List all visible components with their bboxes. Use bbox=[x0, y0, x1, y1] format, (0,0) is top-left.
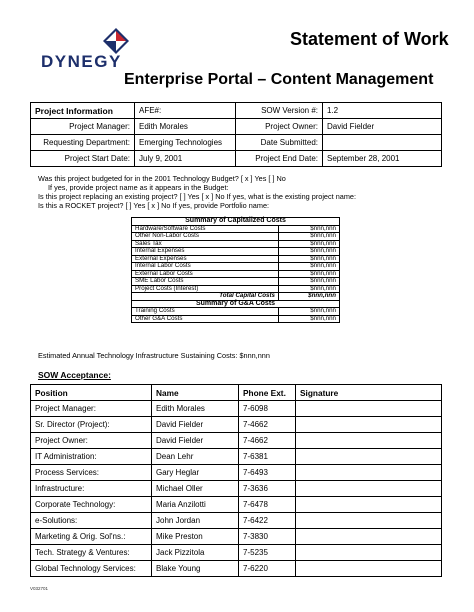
afe-cell bbox=[135, 103, 236, 119]
cost-label: SME Labor Costs bbox=[132, 278, 279, 286]
date-submitted-label: Date Submitted: bbox=[236, 135, 323, 151]
table-row bbox=[31, 561, 442, 577]
table-row bbox=[31, 497, 442, 513]
cost-label: Training Costs bbox=[132, 308, 279, 316]
sow-version-label: SOW Version #: bbox=[236, 103, 323, 119]
phone-cell: 7-3636 bbox=[239, 481, 296, 497]
sow-acceptance-heading: SOW Acceptance: bbox=[38, 370, 111, 380]
position-cell: Marketing & Orig. Sol'ns.: bbox=[31, 529, 152, 545]
signature-cell[interactable] bbox=[296, 465, 442, 481]
cost-value: $nnn,nnn bbox=[279, 293, 340, 301]
position-cell: Infrastructure: bbox=[31, 481, 152, 497]
project-owner-label: Project Owner: bbox=[236, 119, 323, 135]
phone-cell: 7-6098 bbox=[239, 401, 296, 417]
sow-header-row bbox=[31, 385, 442, 401]
logo-wordmark: DYNEGY bbox=[41, 52, 122, 71]
signature-cell[interactable] bbox=[296, 401, 442, 417]
name-cell: David Fielder bbox=[152, 433, 239, 449]
cost-label: Internal Labor Costs bbox=[132, 263, 279, 271]
name-cell: David Fielder bbox=[152, 417, 239, 433]
start-date-value: July 9, 2001 bbox=[135, 151, 236, 167]
name-cell: Gary Heglar bbox=[152, 465, 239, 481]
signature-cell[interactable] bbox=[296, 497, 442, 513]
document-subtitle: Enterprise Portal – Content Management bbox=[124, 71, 434, 88]
requesting-department-label: Requesting Department: bbox=[31, 135, 135, 151]
signature-cell[interactable] bbox=[296, 417, 442, 433]
signature-cell[interactable] bbox=[296, 529, 442, 545]
position-cell: Corporate Technology: bbox=[31, 497, 152, 513]
name-cell: Michael Oller bbox=[152, 481, 239, 497]
cost-value: $nnn,nnn bbox=[279, 263, 340, 271]
table-row bbox=[31, 513, 442, 529]
cost-value: $nnn,nnn bbox=[279, 315, 340, 323]
cost-value: $nnn,nnn bbox=[279, 308, 340, 316]
budget-question-followup: If yes, provide project name as it appears in the Budget: bbox=[48, 183, 229, 192]
cost-label: Sales Tax bbox=[132, 240, 279, 248]
signature-cell[interactable] bbox=[296, 433, 442, 449]
table-row bbox=[31, 449, 442, 465]
cost-row bbox=[132, 308, 340, 316]
signature-cell[interactable] bbox=[296, 561, 442, 577]
cost-value: $nnn,nnn bbox=[279, 270, 340, 278]
phone-cell: 7-6381 bbox=[239, 449, 296, 465]
position-cell: Project Manager: bbox=[31, 401, 152, 417]
position-cell: Global Technology Services: bbox=[31, 561, 152, 577]
dynegy-diamond-logo-icon bbox=[103, 28, 129, 54]
name-cell: Mike Preston bbox=[152, 529, 239, 545]
cost-value: $nnn,nnn bbox=[279, 233, 340, 241]
afe-label: AFE#: bbox=[139, 106, 162, 115]
project-info-table bbox=[30, 102, 442, 167]
signature-cell[interactable] bbox=[296, 449, 442, 465]
position-column-header: Position bbox=[31, 385, 152, 401]
position-cell: IT Administration: bbox=[31, 449, 152, 465]
info-row bbox=[31, 135, 442, 151]
cost-row bbox=[132, 263, 340, 271]
info-row bbox=[31, 119, 442, 135]
table-row bbox=[31, 401, 442, 417]
cost-label: Internal Expenses bbox=[132, 248, 279, 256]
name-cell: Blake Young bbox=[152, 561, 239, 577]
info-row bbox=[31, 103, 442, 119]
position-cell: Process Services: bbox=[31, 465, 152, 481]
end-date-value: September 28, 2001 bbox=[323, 151, 442, 167]
signature-cell[interactable] bbox=[296, 481, 442, 497]
cost-label: Hardware/Software Costs bbox=[132, 225, 279, 233]
replacement-question: Is this project replacing an existing project? [ ] Yes [ x ] No If yes, what is the existing project name: bbox=[38, 192, 356, 201]
ga-costs-title: Summary of G&A Costs bbox=[132, 300, 340, 308]
position-cell: Tech. Strategy & Ventures: bbox=[31, 545, 152, 561]
document-version-code: V032701 bbox=[30, 586, 49, 591]
sow-version-value: 1.2 bbox=[323, 103, 442, 119]
phone-cell: 7-6422 bbox=[239, 513, 296, 529]
table-row bbox=[31, 433, 442, 449]
name-cell: Dean Lehr bbox=[152, 449, 239, 465]
phone-column-header: Phone Ext. bbox=[239, 385, 296, 401]
project-owner-value: David Fielder bbox=[323, 119, 442, 135]
table-row bbox=[31, 417, 442, 433]
info-row bbox=[31, 151, 442, 167]
end-date-label: Project End Date: bbox=[236, 151, 323, 167]
name-cell: Edith Morales bbox=[152, 401, 239, 417]
sustaining-costs-text: Estimated Annual Technology Infrastructure Sustaining Costs: $nnn,nnn bbox=[38, 351, 270, 360]
cost-label: Total Capital Costs bbox=[132, 293, 279, 301]
cost-value: $nnn,nnn bbox=[279, 240, 340, 248]
cost-label: External Expenses bbox=[132, 255, 279, 263]
name-cell: John Jordan bbox=[152, 513, 239, 529]
date-submitted-value bbox=[323, 135, 442, 151]
table-row bbox=[31, 481, 442, 497]
project-manager-label: Project Manager: bbox=[31, 119, 135, 135]
project-manager-value: Edith Morales bbox=[135, 119, 236, 135]
cost-value: $nnn,nnn bbox=[279, 248, 340, 256]
position-cell: e-Solutions: bbox=[31, 513, 152, 529]
phone-cell: 7-4662 bbox=[239, 433, 296, 449]
project-information-label: Project Information bbox=[31, 103, 135, 119]
phone-cell: 7-6220 bbox=[239, 561, 296, 577]
phone-cell: 7-3830 bbox=[239, 529, 296, 545]
cost-value: $nnn,nnn bbox=[279, 278, 340, 286]
table-row bbox=[31, 545, 442, 561]
position-cell: Sr. Director (Project): bbox=[31, 417, 152, 433]
signature-column-header: Signature bbox=[296, 385, 442, 401]
cost-label: Other G&A Costs bbox=[132, 315, 279, 323]
cost-value: $nnn,nnn bbox=[279, 285, 340, 293]
signature-cell[interactable] bbox=[296, 545, 442, 561]
cost-row bbox=[132, 233, 340, 241]
phone-cell: 7-6478 bbox=[239, 497, 296, 513]
cost-row bbox=[132, 248, 340, 256]
cost-total-row bbox=[132, 293, 340, 301]
document-title: Statement of Work bbox=[290, 29, 449, 49]
capitalized-costs-title: Summary of Capitalized Costs bbox=[132, 218, 340, 226]
sow-acceptance-table bbox=[30, 384, 442, 577]
table-row bbox=[31, 529, 442, 545]
cost-value: $nnn,nnn bbox=[279, 255, 340, 263]
phone-cell: 7-5235 bbox=[239, 545, 296, 561]
cost-label: Project Costs (Interest) bbox=[132, 285, 279, 293]
phone-cell: 7-4662 bbox=[239, 417, 296, 433]
cost-label: External Labor Costs bbox=[132, 270, 279, 278]
cost-summary-table bbox=[131, 217, 340, 323]
start-date-label: Project Start Date: bbox=[31, 151, 135, 167]
cost-value: $nnn,nnn bbox=[279, 225, 340, 233]
name-cell: Maria Anzilotti bbox=[152, 497, 239, 513]
cost-row bbox=[132, 315, 340, 323]
table-row bbox=[31, 465, 442, 481]
signature-cell[interactable] bbox=[296, 513, 442, 529]
name-cell: Jack Pizzitola bbox=[152, 545, 239, 561]
name-column-header: Name bbox=[152, 385, 239, 401]
rocket-question: Is this a ROCKET project? [ ] Yes [ x ] No If yes, provide Portfolio name: bbox=[38, 201, 270, 210]
budget-question: Was this project budgeted for in the 2001 Technology Budget? [ x ] Yes [ ] No bbox=[38, 174, 286, 183]
cost-label: Other Non-Labor Costs bbox=[132, 233, 279, 241]
phone-cell: 7-6493 bbox=[239, 465, 296, 481]
requesting-department-value: Emerging Technologies bbox=[135, 135, 236, 151]
cost-row bbox=[132, 278, 340, 286]
position-cell: Project Owner: bbox=[31, 433, 152, 449]
capitalized-costs-header-row bbox=[132, 218, 340, 226]
